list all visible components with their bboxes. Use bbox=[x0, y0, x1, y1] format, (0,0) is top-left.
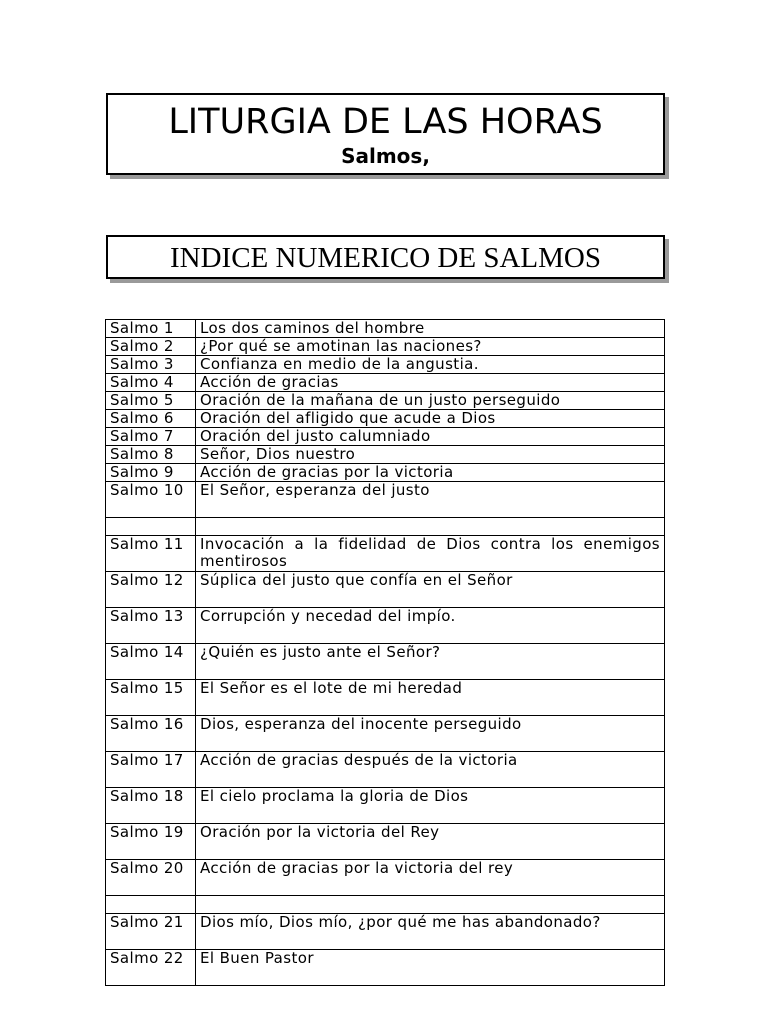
table-row bbox=[106, 824, 665, 860]
psalm-number: Salmo 11 bbox=[106, 536, 196, 572]
table-row bbox=[106, 950, 665, 986]
psalm-description: Señor, Dios nuestro bbox=[196, 446, 665, 464]
table-row bbox=[106, 428, 665, 446]
spacer-row bbox=[106, 518, 665, 536]
table-row bbox=[106, 752, 665, 788]
psalm-description: Súplica del justo que confía en el Señor bbox=[196, 572, 665, 608]
psalm-number: Salmo 2 bbox=[106, 338, 196, 356]
empty-cell bbox=[196, 518, 665, 536]
psalm-description: Invocación a la fidelidad de Dios contra los enemigos mentirosos bbox=[196, 536, 665, 572]
table-row bbox=[106, 680, 665, 716]
psalm-number: Salmo 12 bbox=[106, 572, 196, 608]
psalm-number: Salmo 19 bbox=[106, 824, 196, 860]
index-title: INDICE NUMERICO DE SALMOS bbox=[170, 242, 601, 274]
psalm-number: Salmo 3 bbox=[106, 356, 196, 374]
table-row bbox=[106, 374, 665, 392]
empty-cell bbox=[106, 518, 196, 536]
psalm-number: Salmo 17 bbox=[106, 752, 196, 788]
table-row bbox=[106, 482, 665, 518]
psalm-description: Oración por la victoria del Rey bbox=[196, 824, 665, 860]
psalm-number: Salmo 14 bbox=[106, 644, 196, 680]
psalm-description: El Buen Pastor bbox=[196, 950, 665, 986]
psalm-description: Acción de gracias por la victoria del rey bbox=[196, 860, 665, 896]
psalm-number: Salmo 13 bbox=[106, 608, 196, 644]
psalm-description: El cielo proclama la gloria de Dios bbox=[196, 788, 665, 824]
psalm-description: Acción de gracias después de la victoria bbox=[196, 752, 665, 788]
document-title-box bbox=[106, 93, 665, 175]
psalm-description: ¿Quién es justo ante el Señor? bbox=[196, 644, 665, 680]
table-row bbox=[106, 446, 665, 464]
psalm-description: Los dos caminos del hombre bbox=[196, 320, 665, 338]
psalm-description: Acción de gracias bbox=[196, 374, 665, 392]
table-row bbox=[106, 392, 665, 410]
psalm-number: Salmo 1 bbox=[106, 320, 196, 338]
psalm-number: Salmo 9 bbox=[106, 464, 196, 482]
table-row bbox=[106, 860, 665, 896]
psalm-number: Salmo 10 bbox=[106, 482, 196, 518]
table-row bbox=[106, 410, 665, 428]
psalm-number: Salmo 7 bbox=[106, 428, 196, 446]
psalm-description: El Señor, esperanza del justo bbox=[196, 482, 665, 518]
spacer-row bbox=[106, 896, 665, 914]
psalm-description: Corrupción y necedad del impío. bbox=[196, 608, 665, 644]
psalm-number: Salmo 18 bbox=[106, 788, 196, 824]
psalm-number: Salmo 20 bbox=[106, 860, 196, 896]
document-title: LITURGIA DE LAS HORAS bbox=[168, 102, 603, 142]
table-row bbox=[106, 464, 665, 482]
table-row bbox=[106, 914, 665, 950]
table-row bbox=[106, 572, 665, 608]
psalm-description: Dios mío, Dios mío, ¿por qué me has abandonado? bbox=[196, 914, 665, 950]
table-row bbox=[106, 716, 665, 752]
table-row bbox=[106, 320, 665, 338]
psalm-number: Salmo 4 bbox=[106, 374, 196, 392]
empty-cell bbox=[106, 896, 196, 914]
psalm-description: Oración del afligido que acude a Dios bbox=[196, 410, 665, 428]
empty-cell bbox=[196, 896, 665, 914]
table-row bbox=[106, 608, 665, 644]
psalm-description: Acción de gracias por la victoria bbox=[196, 464, 665, 482]
document-subtitle: Salmos, bbox=[341, 144, 430, 168]
psalm-number: Salmo 15 bbox=[106, 680, 196, 716]
table-row bbox=[106, 338, 665, 356]
index-title-box bbox=[106, 235, 665, 279]
table-row bbox=[106, 356, 665, 374]
psalm-index-table bbox=[105, 319, 665, 986]
psalm-description: ¿Por qué se amotinan las naciones? bbox=[196, 338, 665, 356]
table-row bbox=[106, 536, 665, 572]
psalm-number: Salmo 21 bbox=[106, 914, 196, 950]
psalm-number: Salmo 6 bbox=[106, 410, 196, 428]
psalm-number: Salmo 8 bbox=[106, 446, 196, 464]
psalm-description: Oración del justo calumniado bbox=[196, 428, 665, 446]
psalm-number: Salmo 16 bbox=[106, 716, 196, 752]
psalm-description: Confianza en medio de la angustia. bbox=[196, 356, 665, 374]
table-row bbox=[106, 644, 665, 680]
table-row bbox=[106, 788, 665, 824]
psalm-description: El Señor es el lote de mi heredad bbox=[196, 680, 665, 716]
psalm-description: Oración de la mañana de un justo perseguido bbox=[196, 392, 665, 410]
psalm-number: Salmo 5 bbox=[106, 392, 196, 410]
psalm-description: Dios, esperanza del inocente perseguido bbox=[196, 716, 665, 752]
psalm-number: Salmo 22 bbox=[106, 950, 196, 986]
